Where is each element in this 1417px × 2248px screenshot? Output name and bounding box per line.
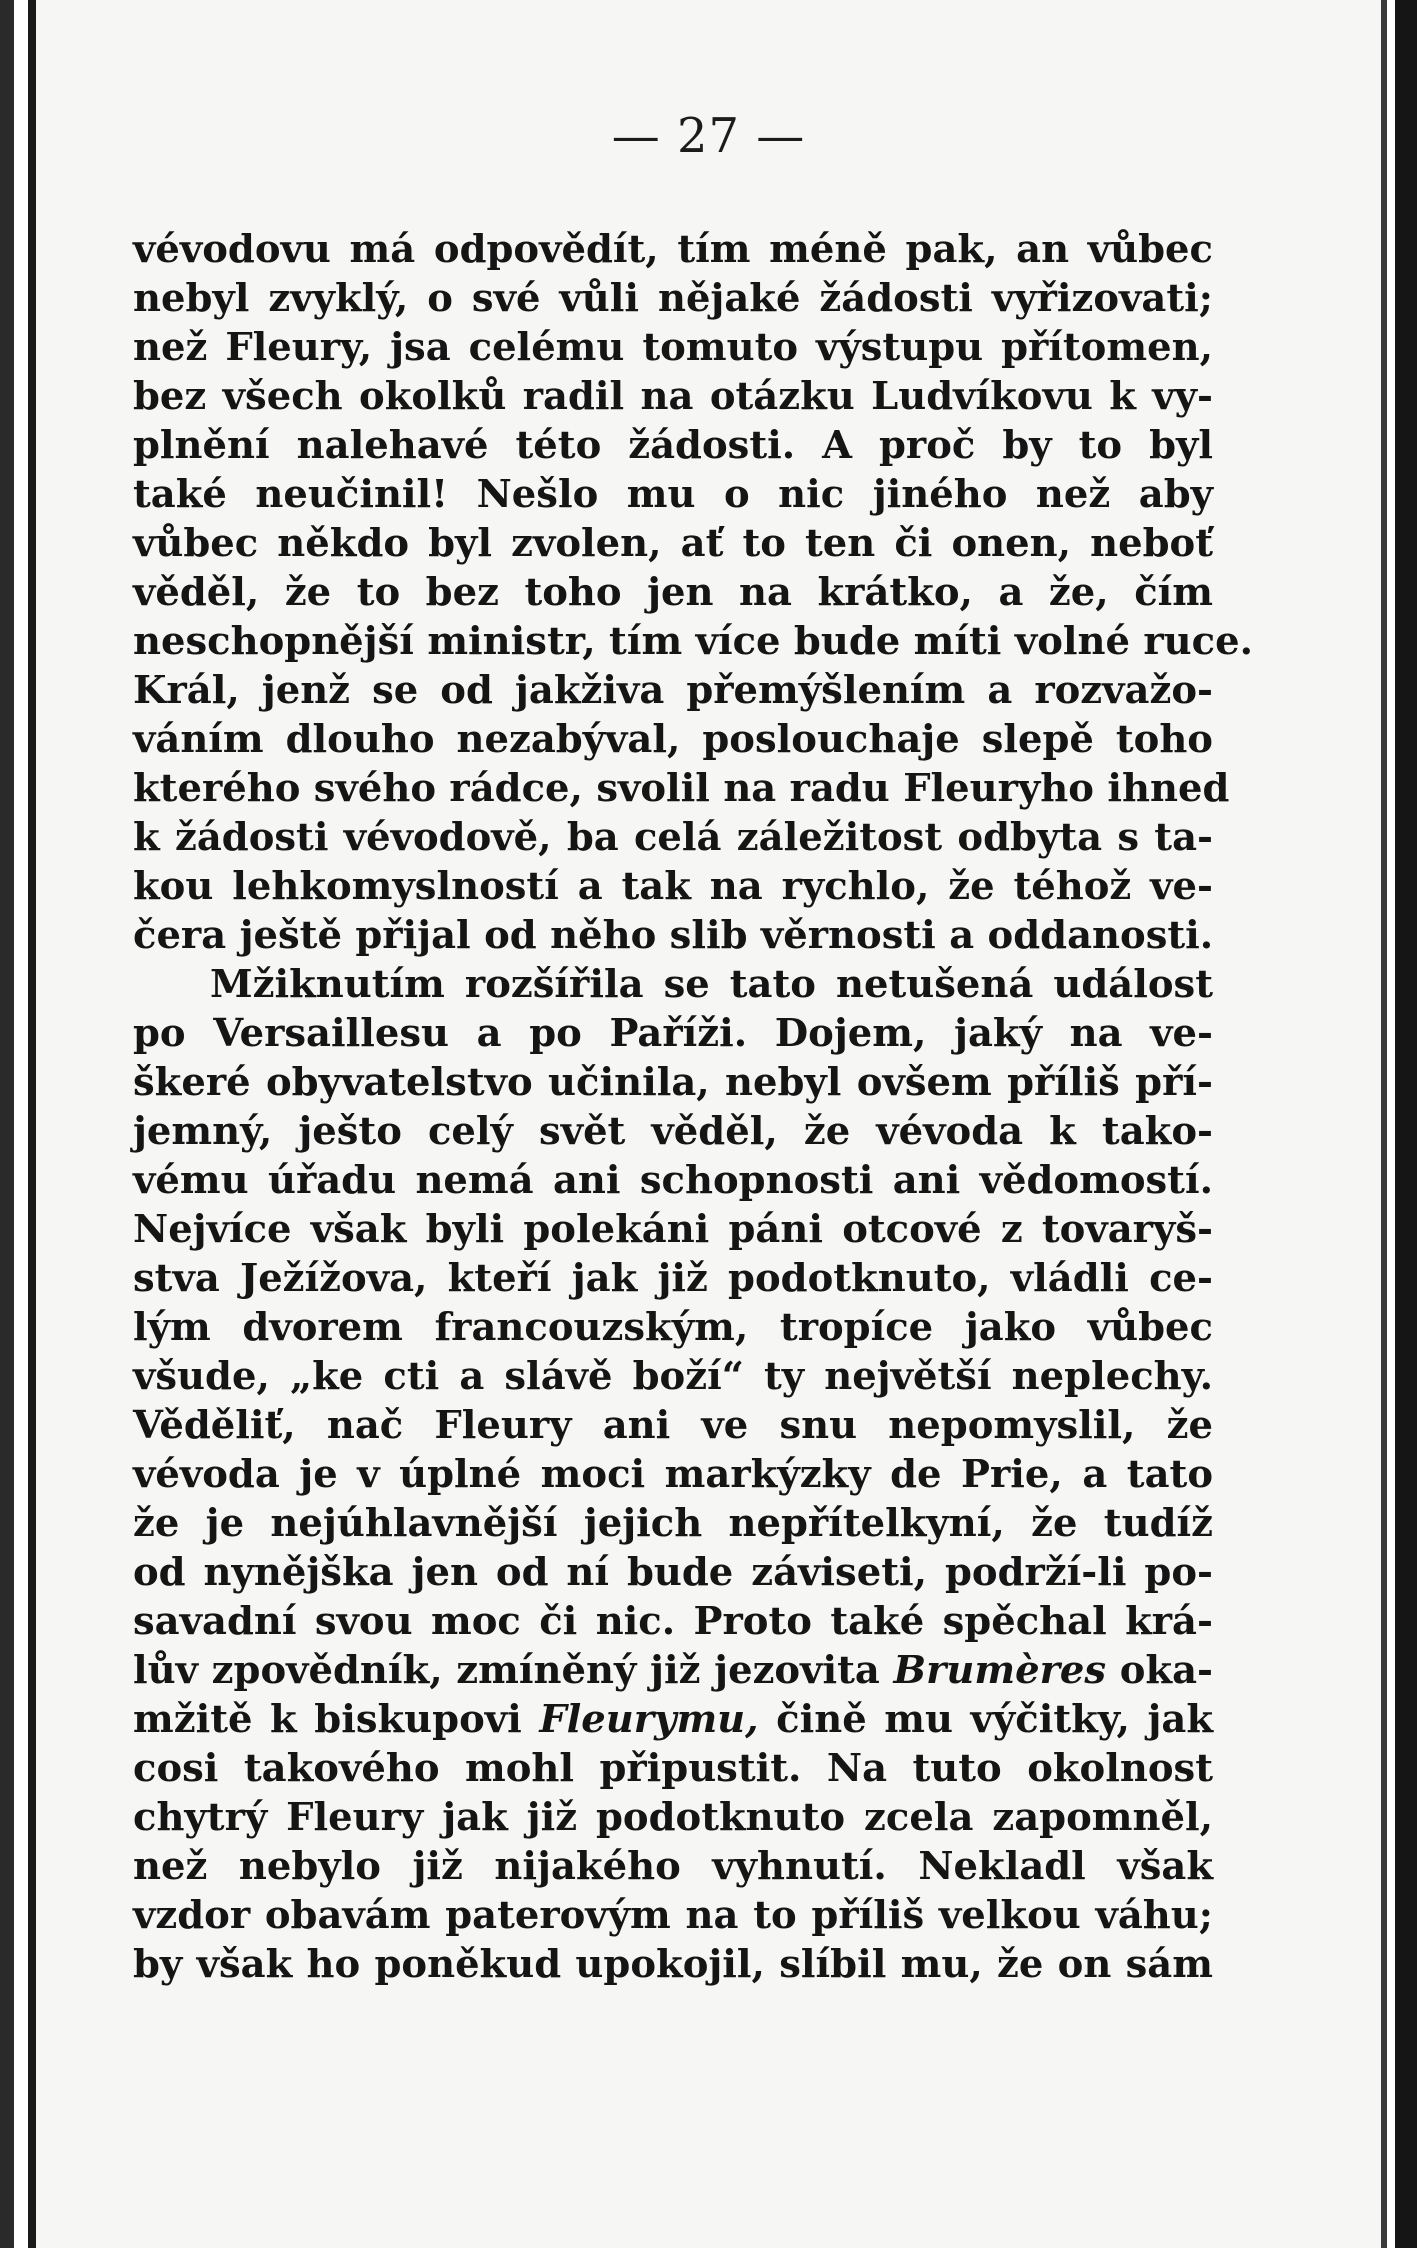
text-line: než nebylo již nijakého vyhnutí. Nekladl však: [133, 1844, 1213, 1889]
text-segment: mžitě k biskupovi: [133, 1697, 522, 1742]
text-line: neschopnější ministr, tím více bude míti volné ruce.: [133, 619, 1254, 664]
page-edge-right-inner: [1381, 0, 1387, 2248]
text-line: váním dlouho nezabýval, poslouchaje slepě toho: [133, 717, 1213, 762]
text-segment: čině mu výčitky, jak: [776, 1697, 1213, 1742]
text-segment: lův zpovědník, zmíněný již jezovita: [133, 1648, 880, 1693]
page-edge-left-inner: [28, 0, 36, 2248]
text-line: k žádosti vévodově, ba celá záležitost odbyta s ta-: [133, 815, 1213, 860]
text-line: nebyl zvyklý, o své vůli nějaké žádosti vyřizovati;: [133, 276, 1213, 321]
page-edge-right: [1395, 0, 1417, 2248]
text-line-with-italic: [133, 1646, 1213, 1695]
text-line: kou lehkomyslností a tak na rychlo, že téhož ve-: [133, 864, 1213, 909]
text-line: jemný, ješto celý svět věděl, že vévoda k tako-: [133, 1109, 1213, 1154]
text-line: Nejvíce však byli polekáni páni otcové z tovaryš-: [133, 1207, 1213, 1252]
text-line: škeré obyvatelstvo učinila, nebyl ovšem příliš pří-: [133, 1060, 1213, 1105]
text-line: také neučinil! Nešlo mu o nic jiného než aby: [133, 472, 1213, 517]
text-line: kterého svého rádce, svolil na radu Fleuryho ihned: [133, 766, 1230, 811]
text-line: stva Ježížova, kteří jak již podotknuto, vládli ce-: [133, 1256, 1213, 1301]
text-line: vévodovu má odpovědít, tím méně pak, an vůbec: [133, 227, 1213, 272]
text-line: Věděliť, nač Fleury ani ve snu nepomyslil, že: [133, 1403, 1213, 1448]
text-segment: oka-: [1119, 1648, 1214, 1693]
page-number: — 27 —: [611, 108, 806, 164]
text-line-with-italic: [133, 1695, 1213, 1744]
text-line: od nynějška jen od ní bude záviseti, podrží-li po-: [133, 1550, 1213, 1595]
text-line: čera ještě přijal od něho slib věrnosti a oddanosti.: [133, 913, 1214, 958]
text-line: savadní svou moc či nic. Proto také spěchal krá-: [133, 1599, 1213, 1644]
text-line: chytrý Fleury jak již podotknuto zcela zapomněl,: [133, 1795, 1213, 1840]
text-line: vévoda je v úplné moci markýzky de Prie, a tato: [133, 1452, 1213, 1497]
text-line: cosi takového mohl připustit. Na tuto okolnost: [133, 1746, 1213, 1791]
text-line: že je nejúhlavnější jejich nepřítelkyní, že tudíž: [133, 1501, 1213, 1546]
text-line: vzdor obavám paterovým na to příliš velkou váhu;: [133, 1893, 1213, 1938]
page-edge-left: [0, 0, 14, 2248]
text-line: než Fleury, jsa celému tomuto výstupu přítomen,: [133, 325, 1213, 370]
text-line: všude, „ke cti a slávě boží“ ty největší neplechy.: [133, 1354, 1213, 1399]
text-line: plnění nalehavé této žádosti. A proč by to byl: [133, 423, 1213, 468]
text-line: vůbec někdo byl zvolen, ať to ten či onen, neboť: [133, 521, 1213, 566]
text-line: lým dvorem francouzským, tropíce jako vůbec: [133, 1305, 1213, 1350]
text-line: věděl, že to bez toho jen na krátko, a že, čím: [133, 570, 1213, 615]
paragraph-first-line: Mžiknutím rozšířila se tato netušená událost: [210, 962, 1213, 1007]
text-line: by však ho poněkud upokojil, slíbil mu, že on sám: [133, 1942, 1213, 1987]
italic-name: Brumères: [893, 1648, 1107, 1693]
text-line: Král, jenž se od jakživa přemýšlením a rozvažo-: [133, 668, 1213, 713]
text-line: bez všech okolků radil na otázku Ludvíkovu k vy-: [133, 374, 1213, 419]
text-line: po Versaillesu a po Paříži. Dojem, jaký na ve-: [133, 1011, 1213, 1056]
text-line: vému úřadu nemá ani schopnosti ani vědomostí.: [133, 1158, 1213, 1203]
body-text: [133, 225, 1254, 1989]
italic-name: Fleurymu,: [539, 1697, 759, 1742]
